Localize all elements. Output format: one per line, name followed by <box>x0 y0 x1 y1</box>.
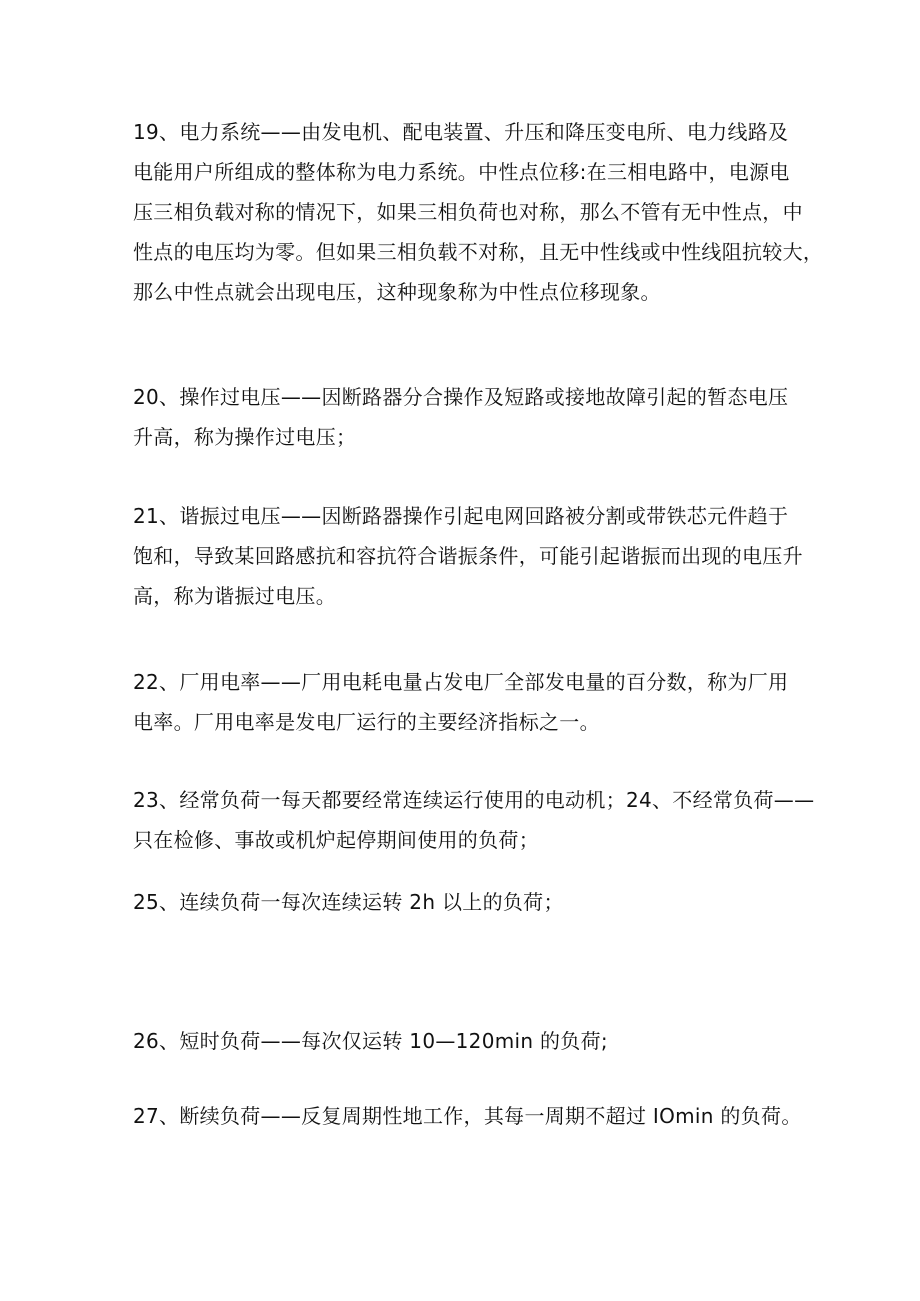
text-line: 19、电力系统——由发电机、配电装置、升压和降压变电所、电力线路及 <box>133 120 789 144</box>
paragraph-27 <box>133 1096 803 1136</box>
text-line: 饱和，导致某回路感抗和容抗符合谐振条件，可能引起谐振而出现的电压升 <box>133 544 803 568</box>
text-line: 27、断续负荷——反复周期性地工作，其每一周期不超过 IOmin 的负荷。 <box>133 1104 802 1128</box>
text-line: 升高，称为操作过电压； <box>133 425 357 449</box>
text-line: 23、经常负荷一每天都要经常连续运行使用的电动机；24、不经常负荷—— <box>133 788 815 812</box>
paragraph-25 <box>133 882 803 922</box>
paragraph-20 <box>133 377 803 457</box>
paragraph-21 <box>133 496 803 616</box>
text-line: 压三相负载对称的情况下，如果三相负荷也对称，那么不管有无中性点，中 <box>133 200 803 224</box>
paragraph-19 <box>133 112 824 312</box>
text-line: 25、连续负荷一每次连续运转 2h 以上的负荷； <box>133 890 564 914</box>
text-line: 21、谐振过电压——因断路器操作引起电网回路被分割或带铁芯元件趋于 <box>133 504 789 528</box>
paragraph-23 <box>133 780 815 860</box>
paragraph-26 <box>133 1021 803 1061</box>
text-line: 电能用户所组成的整体称为电力系统。中性点位移:在三相电路中，电源电 <box>133 160 790 184</box>
text-line: 20、操作过电压——因断路器分合操作及短路或接地故障引起的暂态电压 <box>133 385 789 409</box>
text-line: 26、短时负荷——每次仅运转 10—120min 的负荷; <box>133 1029 608 1053</box>
paragraph-22 <box>133 662 803 742</box>
text-line: 22、厂用电率——厂用电耗电量占发电厂全部发电量的百分数，称为厂用 <box>133 670 789 694</box>
text-line: 性点的电压均为零。但如果三相负载不对称，且无中性线或中性线阻抗较大， <box>133 240 824 264</box>
text-line: 那么中性点就会出现电压，这种现象称为中性点位移现象。 <box>133 280 661 304</box>
text-line: 高，称为谐振过电压。 <box>133 584 336 608</box>
text-line: 只在检修、事故或机炉起停期间使用的负荷； <box>133 828 539 852</box>
text-line: 电率。厂用电率是发电厂运行的主要经济指标之一。 <box>133 710 600 734</box>
